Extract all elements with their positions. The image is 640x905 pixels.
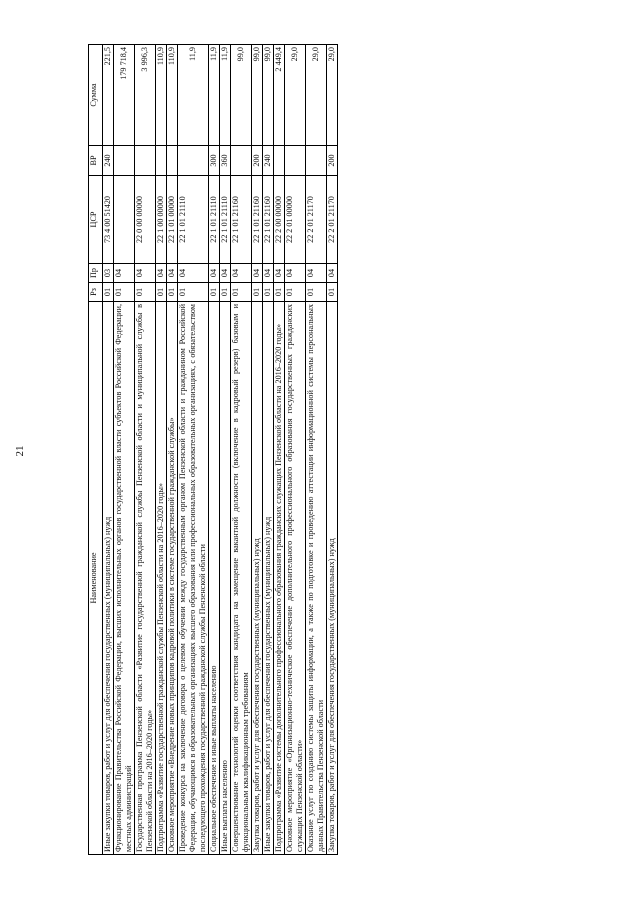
cell-sum: 99,0 bbox=[231, 45, 252, 146]
cell-pr: 04 bbox=[167, 264, 178, 283]
cell-name: Иные выплаты населению bbox=[220, 302, 231, 855]
cell-rz: 01 bbox=[252, 283, 263, 302]
cell-pr: 04 bbox=[327, 264, 338, 283]
cell-pr: 04 bbox=[220, 264, 231, 283]
cell-sum: 110,9 bbox=[156, 45, 167, 146]
cell-csr: 22 2 00 00000 bbox=[274, 176, 285, 264]
cell-csr: 22 1 00 00000 bbox=[156, 176, 167, 264]
table-row bbox=[274, 45, 285, 855]
cell-pr: 04 bbox=[285, 264, 306, 283]
cell-rz: 01 bbox=[167, 283, 178, 302]
cell-pr: 04 bbox=[178, 264, 209, 283]
cell-sum: 11,9 bbox=[209, 45, 220, 146]
cell-pr: 04 bbox=[252, 264, 263, 283]
cell-name: Иные закупки товаров, работ и услуг для обеспечения государственных (муниципальных) нужд bbox=[263, 302, 274, 855]
table-row bbox=[135, 45, 156, 855]
cell-pr: 04 bbox=[114, 264, 135, 283]
cell-vr bbox=[167, 146, 178, 176]
cell-rz: 01 bbox=[263, 283, 274, 302]
cell-sum: 99,0 bbox=[263, 45, 274, 146]
cell-sum: 110,9 bbox=[167, 45, 178, 146]
cell-pr: 04 bbox=[274, 264, 285, 283]
table-header-row bbox=[89, 45, 103, 855]
cell-csr: 22 1 01 21160 bbox=[252, 176, 263, 264]
cell-rz: 01 bbox=[156, 283, 167, 302]
cell-sum: 11,9 bbox=[178, 45, 209, 146]
header-sum: Сумма bbox=[89, 45, 103, 146]
cell-rz: 01 bbox=[220, 283, 231, 302]
cell-sum: 11,9 bbox=[220, 45, 231, 146]
cell-vr bbox=[306, 146, 327, 176]
cell-csr: 22 1 01 21110 bbox=[178, 176, 209, 264]
table-row bbox=[285, 45, 306, 855]
cell-pr: 04 bbox=[209, 264, 220, 283]
budget-table bbox=[88, 44, 338, 855]
cell-vr: 200 bbox=[252, 146, 263, 176]
table-body bbox=[103, 45, 338, 855]
cell-csr: 22 1 01 21110 bbox=[209, 176, 220, 264]
cell-pr: 04 bbox=[135, 264, 156, 283]
cell-vr bbox=[231, 146, 252, 176]
cell-pr: 03 bbox=[103, 264, 114, 283]
cell-pr: 04 bbox=[156, 264, 167, 283]
table-row bbox=[103, 45, 114, 855]
cell-vr bbox=[178, 146, 209, 176]
cell-name: Социальное обеспечение и иные выплаты населению bbox=[209, 302, 220, 855]
table-row bbox=[327, 45, 338, 855]
cell-name: Функционирование Правительства Российской Федерации, высших исполнительных органов государственной власти субъектов Российской Федерации, местных администраций bbox=[114, 302, 135, 855]
cell-rz: 01 bbox=[103, 283, 114, 302]
cell-rz: 01 bbox=[285, 283, 306, 302]
table-row bbox=[220, 45, 231, 855]
cell-vr bbox=[114, 146, 135, 176]
cell-name: Иные закупки товаров, работ и услуг для обеспечения государственных (муниципальных) нужд bbox=[103, 302, 114, 855]
cell-rz: 01 bbox=[327, 283, 338, 302]
header-pr: Пр bbox=[89, 264, 103, 283]
cell-rz: 01 bbox=[231, 283, 252, 302]
cell-rz: 01 bbox=[274, 283, 285, 302]
cell-vr bbox=[135, 146, 156, 176]
table-row bbox=[209, 45, 220, 855]
cell-vr bbox=[156, 146, 167, 176]
cell-sum: 3 996,3 bbox=[135, 45, 156, 146]
cell-vr: 240 bbox=[263, 146, 274, 176]
cell-csr: 22 2 01 21170 bbox=[327, 176, 338, 264]
cell-rz: 01 bbox=[178, 283, 209, 302]
table-row bbox=[178, 45, 209, 855]
cell-pr: 04 bbox=[263, 264, 274, 283]
page-number: 21 bbox=[14, 445, 26, 457]
cell-vr bbox=[285, 146, 306, 176]
cell-sum: 99,0 bbox=[252, 45, 263, 146]
cell-name: Закупка товаров, работ и услуг для обеспечения государственных (муниципальных) нужд bbox=[252, 302, 263, 855]
cell-rz: 01 bbox=[114, 283, 135, 302]
cell-pr: 04 bbox=[231, 264, 252, 283]
cell-pr: 04 bbox=[306, 264, 327, 283]
table-row bbox=[263, 45, 274, 855]
cell-vr: 300 bbox=[209, 146, 220, 176]
cell-sum: 179 718,4 bbox=[114, 45, 135, 146]
cell-name: Государственная программа Пензенской области «Развитие государственной гражданской службы Пензенской области и муниципальной службы в Пензенской области на 2016–2020 годы» bbox=[135, 302, 156, 855]
cell-name: Подпрограмма «Развитие системы дополнительного профессионального образования гражданских служащих Пензенской области на 2016–2020 годы» bbox=[274, 302, 285, 855]
cell-vr bbox=[274, 146, 285, 176]
cell-sum: 29,0 bbox=[285, 45, 306, 146]
cell-name: Основное мероприятие «Организационно-техническое обеспечение дополнительного профессионального образования государственных гражданских служащих Пензенской области» bbox=[285, 302, 306, 855]
cell-rz: 01 bbox=[209, 283, 220, 302]
cell-name: Закупка товаров, работ и услуг для обеспечения государственных (муниципальных) нужд bbox=[327, 302, 338, 855]
cell-name: Подпрограмма «Развитие государственной гражданской службы Пензенской области на 2016–2020 годы» bbox=[156, 302, 167, 855]
cell-name: Проведение конкурса на заключение договора о целевом обучении между государственным органом Пензенской области и гражданином Российской Федерации, обучающимся в образовательных организациях высшего образования или профессиональных образовательных организациях, с обязательством последующего прохождения государственной гражданской службы Пензенской области bbox=[178, 302, 209, 855]
rotated-table-container bbox=[88, 45, 561, 855]
cell-name: Основное мероприятие «Внедрение новых принципов кадровой политики в системе государственной гражданской службы» bbox=[167, 302, 178, 855]
cell-csr: 22 1 01 21110 bbox=[220, 176, 231, 264]
header-name: Наименование bbox=[89, 302, 103, 855]
table-row bbox=[114, 45, 135, 855]
cell-name: Совершенствование технологий оценки соответствия кандидата на замещение вакантной должности (включение в кадровый резерв) базовым и функциональным квалификационным требованиям bbox=[231, 302, 252, 855]
header-rz: Рз bbox=[89, 283, 103, 302]
cell-csr: 22 2 01 00000 bbox=[285, 176, 306, 264]
table-row bbox=[252, 45, 263, 855]
cell-sum: 29,0 bbox=[327, 45, 338, 146]
cell-csr: 22 0 00 00000 bbox=[135, 176, 156, 264]
cell-rz: 01 bbox=[306, 283, 327, 302]
table-row bbox=[306, 45, 327, 855]
table-row bbox=[231, 45, 252, 855]
cell-vr: 200 bbox=[327, 146, 338, 176]
cell-rz: 01 bbox=[135, 283, 156, 302]
table-row bbox=[167, 45, 178, 855]
cell-csr: 22 2 01 21170 bbox=[306, 176, 327, 264]
cell-name: Оказание услуг по созданию системы защиты информации, а также по подготовке и проведению аттестации информационной системы персональных данных Правительства Пензенской области bbox=[306, 302, 327, 855]
cell-sum: 29,0 bbox=[306, 45, 327, 146]
cell-vr: 240 bbox=[103, 146, 114, 176]
cell-csr: 22 1 01 21160 bbox=[263, 176, 274, 264]
cell-csr: 22 1 01 21160 bbox=[231, 176, 252, 264]
header-vr: ВР bbox=[89, 146, 103, 176]
cell-sum: 2 449,4 bbox=[274, 45, 285, 146]
cell-vr: 360 bbox=[220, 146, 231, 176]
cell-csr: 73 4 00 51420 bbox=[103, 176, 114, 264]
cell-csr bbox=[114, 176, 135, 264]
header-csr: ЦСР bbox=[89, 176, 103, 264]
cell-sum: 221,5 bbox=[103, 45, 114, 146]
table-row bbox=[156, 45, 167, 855]
cell-csr: 22 1 01 00000 bbox=[167, 176, 178, 264]
